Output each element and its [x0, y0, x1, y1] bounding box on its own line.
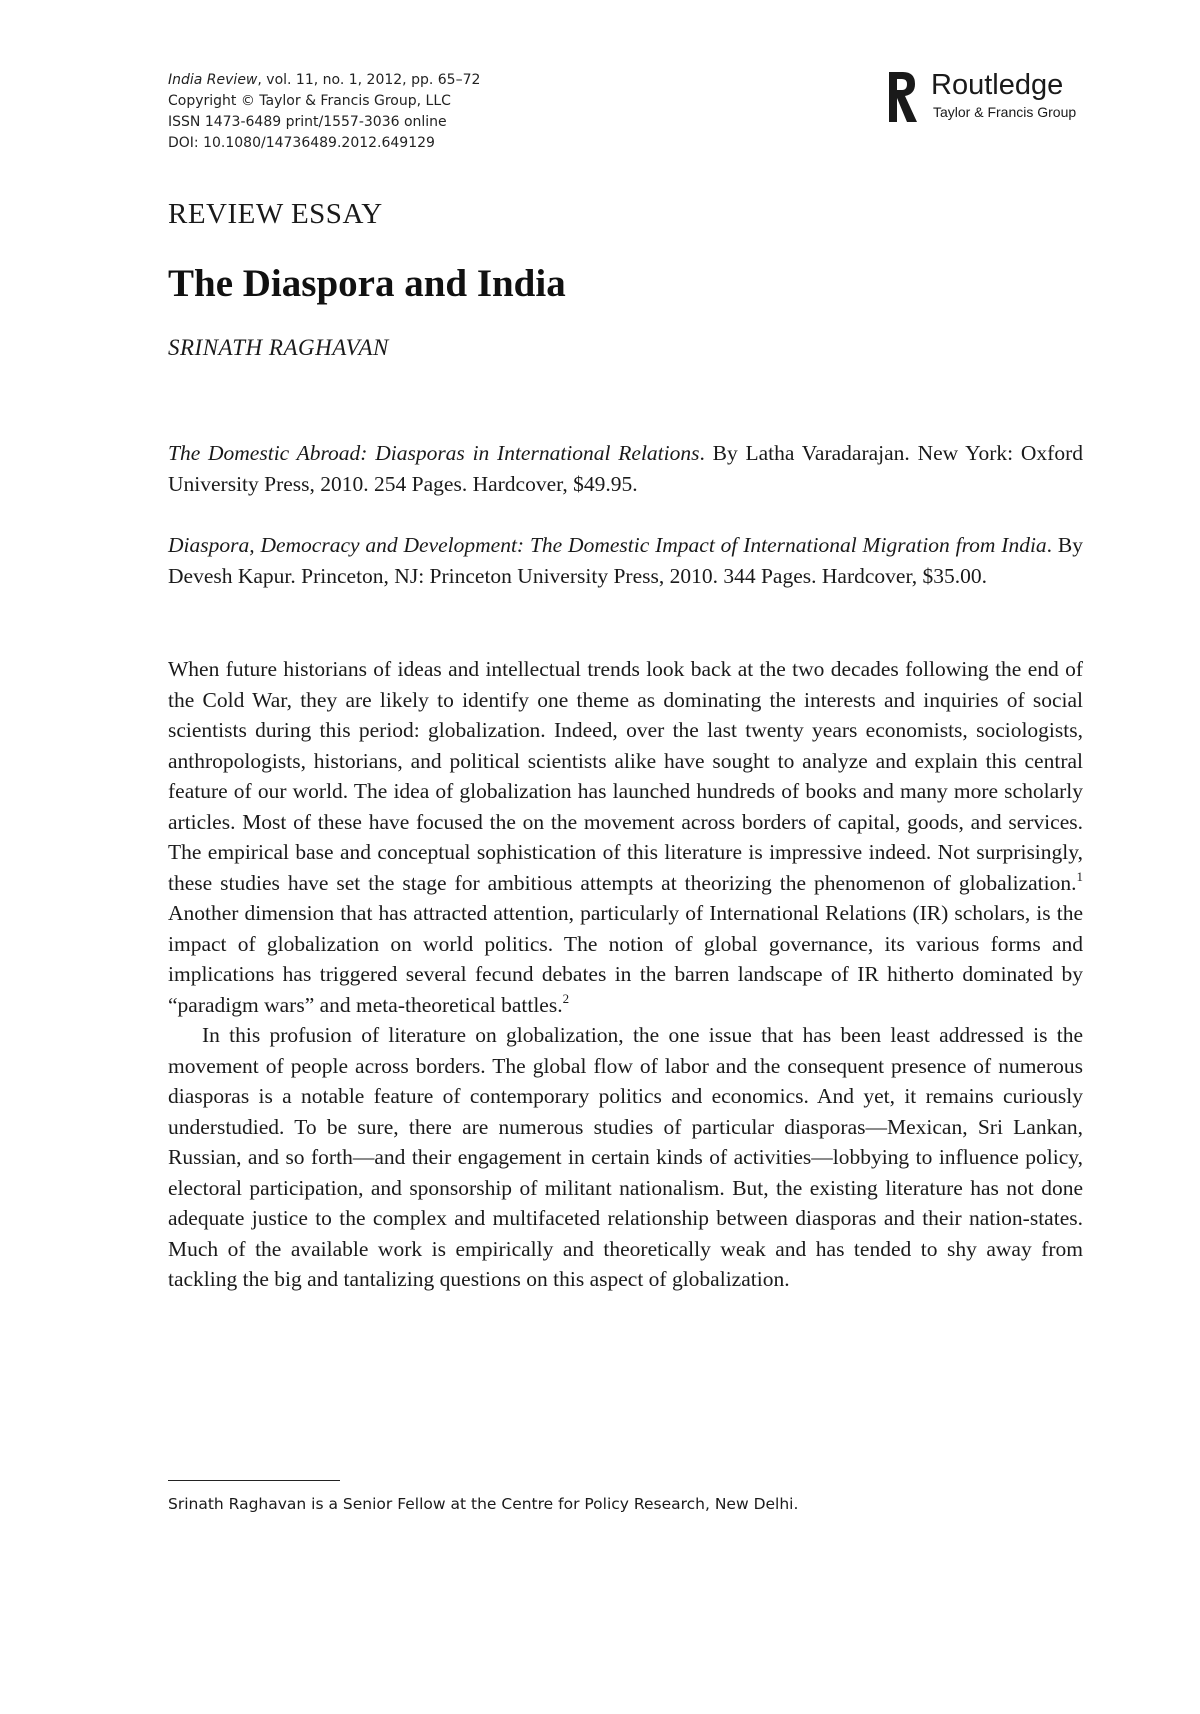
routledge-mark-icon: [885, 70, 923, 124]
citation-block: [168, 70, 480, 154]
doi-line: DOI: 10.1080/14736489.2012.649129: [168, 135, 435, 151]
copyright-line: Copyright © Taylor & Francis Group, LLC: [168, 93, 451, 109]
reviewed-book-2-details: . By Devesh Kapur. Princeton, NJ: Princeton University Press, 2010. 344 Pages. Hardcover, $35.00.: [168, 533, 1083, 588]
article-author: SRINATH RAGHAVAN: [168, 335, 389, 360]
journal-name: India Review: [168, 72, 258, 88]
publisher-group: Taylor & Francis Group: [933, 104, 1077, 120]
reviewed-book-1-title: The Domestic Abroad: Diasporas in International Relations: [168, 441, 700, 465]
body-paragraph-2: In this profusion of literature on globalization, the one issue that has been least addressed is the movement of people across borders. The global flow of labor and the consequent presence of numerous diasporas is a notable feature of contemporary politics and economics. And yet, it remains curiously understudied. To be sure, there are numerous studies of particular diasporas—Mexican, Sri Lankan, Russian, and so forth—and their engagement in certain kinds of activities—lobbying to influence policy, electoral participation, and sponsorship of militant nationalism. But, the existing literature has not done adequate justice to the complex and multifaceted relationship between diasporas and their nation-states. Much of the available work is empirically and theoretically weak and has tended to shy away from tackling the big and tantalizing questions on this aspect of globalization.: [168, 1023, 1083, 1291]
volume-info: , vol. 11, no. 1, 2012, pp. 65–72: [257, 72, 481, 88]
publisher-name: Routledge: [931, 69, 1064, 101]
reviewed-book-2: [168, 530, 1083, 591]
reviewed-book-1-citation: [168, 438, 1083, 499]
footnote-ref-2[interactable]: 2: [562, 990, 570, 1006]
body-paragraph-1: [168, 654, 1083, 1020]
author-footnote: Srinath Raghavan is a Senior Fellow at the Centre for Policy Research, New Delhi.: [168, 1495, 799, 1513]
body-paragraph-1-part-b: Another dimension that has attracted attention, particularly of International Relations (IR) scholars, is the impact of globalization on world politics. The notion of global governance, its various forms and implications has triggered several fecund debates in the barren landscape of IR hitherto dominated by “paradigm wars” and meta-theoretical battles.: [168, 901, 1083, 1017]
reviewed-book-1: [168, 438, 1083, 499]
footnote-divider: [168, 1480, 340, 1481]
footnote-ref-1[interactable]: 1: [1076, 868, 1083, 884]
citation-journal-line: [168, 70, 480, 91]
reviewed-book-1-details: . By Latha Varadarajan. New York: Oxford University Press, 2010. 254 Pages. Hardcover, $49.95.: [168, 441, 1083, 496]
article-title: The Diaspora and India: [168, 262, 566, 305]
reviewed-book-2-title: Diaspora, Democracy and Development: The Domestic Impact of International Migration from India: [168, 533, 1047, 557]
issn-line: ISSN 1473-6489 print/1557-3036 online: [168, 114, 447, 130]
section-label: REVIEW ESSAY: [168, 198, 383, 230]
body-paragraph-1-part-a: When future historians of ideas and intellectual trends look back at the two decades following the end of the Cold War, they are likely to identify one theme as dominating the interests and inquiries of social scientists during this period: globalization. Indeed, over the last twenty years economists, sociologists, anthropologists, historians, and political scientists alike have sought to analyze and explain this central feature of our world. The idea of globalization has launched hundreds of books and many more scholarly articles. Most of these have focused the on the movement across borders of capital, goods, and services. The empirical base and conceptual sophistication of this literature is impressive indeed. Not surprisingly, these studies have set the stage for ambitious attempts at theorizing the phenomenon of globalization.: [168, 657, 1083, 895]
article-body: [168, 654, 1083, 1295]
reviewed-book-2-citation: [168, 530, 1083, 591]
routledge-logo: [885, 66, 1085, 128]
